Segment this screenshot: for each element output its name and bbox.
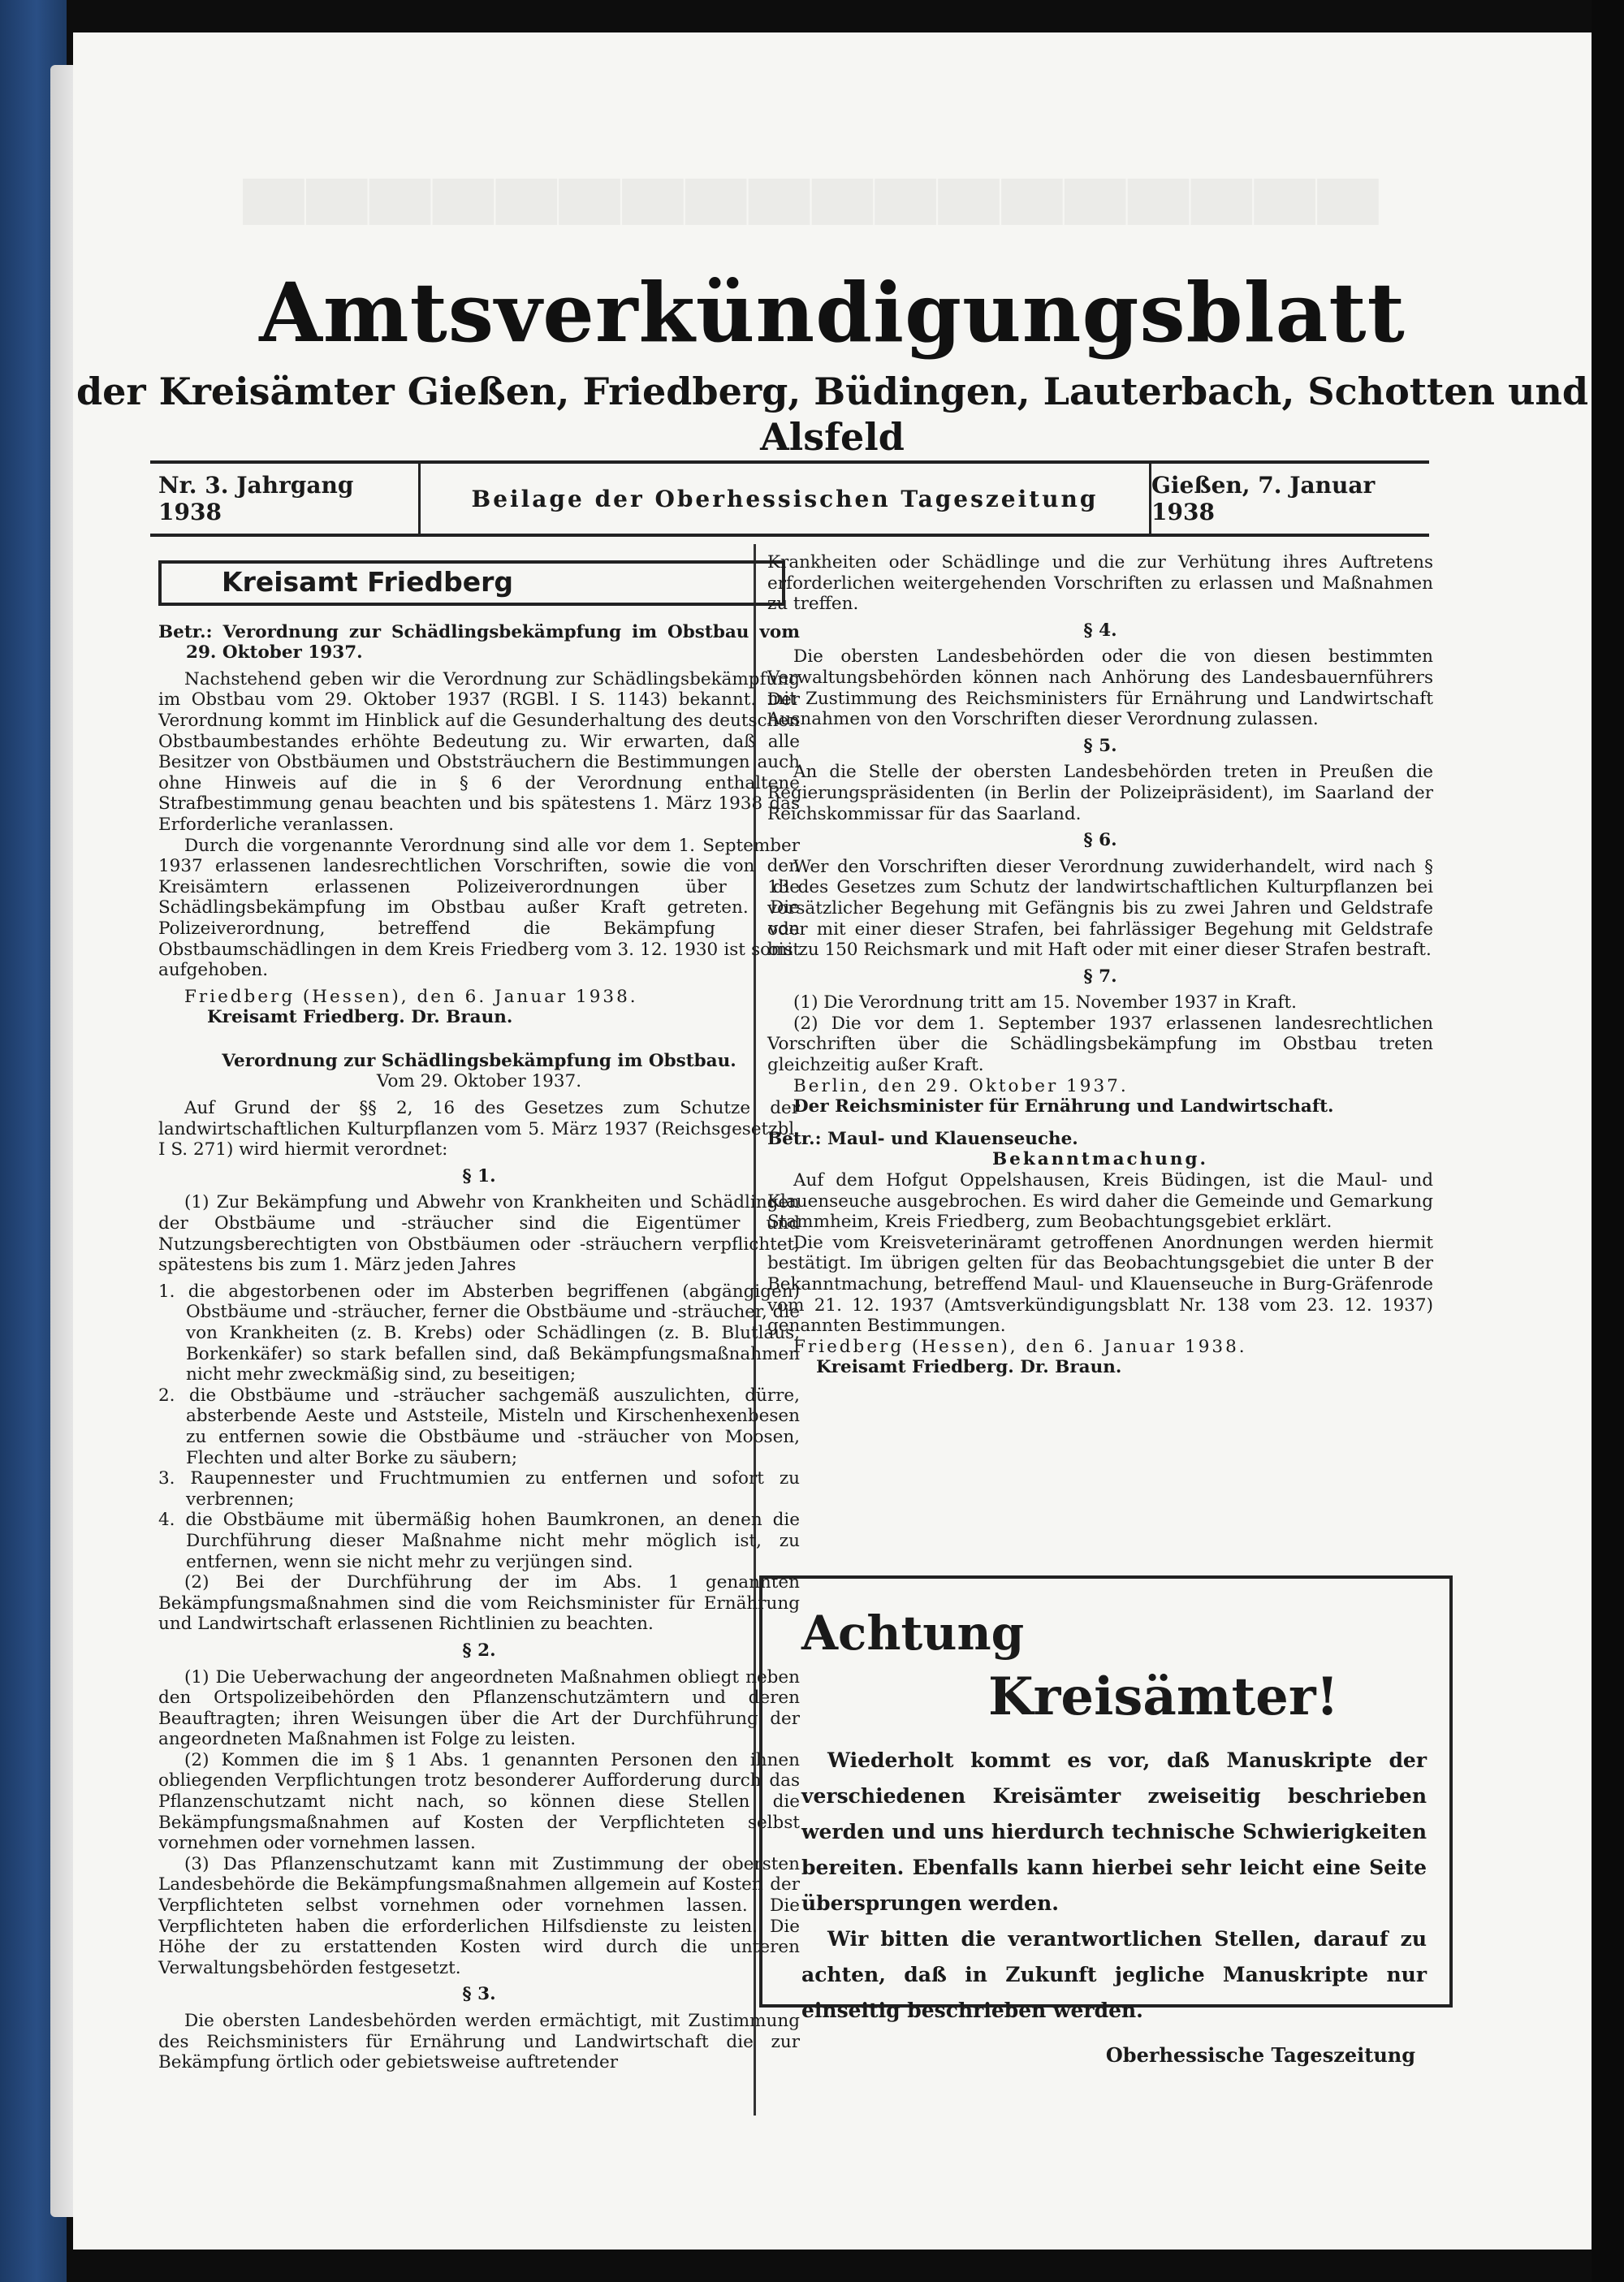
section-label: § 7. xyxy=(1083,966,1117,987)
paragraph: Krankheiten oder Schädlinge und die zur Verhütung ihres Auftretens erforderlichen weitergehenden Vorschriften zu erlassen und Maßnahmen zu treffen. xyxy=(767,552,1433,615)
newspaper-page xyxy=(73,32,1592,2250)
paragraph: (2) Kommen die im § 1 Abs. 1 genannten Personen den ihnen obliegenden Verpflichtungen trotz besonderer Aufforderung durch das Pflanzenschutzamt nicht nach, so können diese Stellen die Bekämpfungsmaßnahmen auf Kosten der Verpflichteten selbst vornehmen oder vornehmen lassen. xyxy=(158,1749,800,1854)
signature: Kreisamt Friedberg. Dr. Braun. xyxy=(816,1357,1122,1378)
notice-box xyxy=(759,1575,1453,2067)
paragraph: Auf dem Hofgut Oppelshausen, Kreis Büdingen, ist die Maul- und Klauenseuche ausgebrochen. Es wird daher die Gemeinde und Gemarkung Stammheim, Kreis Friedberg, zum Beobachtungsgebiet erklärt. xyxy=(767,1170,1433,1233)
notice-paragraph: Wir bitten die verantwortlichen Stellen, darauf zu achten, daß in Zukunft jegliche Manuskripte nur einseitig beschrieben werden. xyxy=(801,1927,1427,2022)
paragraph: Wer den Vorschriften dieser Verordnung zuwiderhandelt, wird nach § 13 des Gesetzes zum Schutz der landwirtschaftlichen Kulturpflanzen bei vorsätzlicher Begehung mit Gefängnis bis zu zwei Jahren und Geldstrafe oder mit einer dieser Strafen, bei fahrlässiger Begehung mit Geldstrafe bis zu 150 Reichsmark und mit Haft oder mit einer dieser Strafen bestraft. xyxy=(767,856,1433,961)
list-item: 2. die Obstbäume und -sträucher sachgemäß auszulichten, dürre, absterbende Aeste und Aststeile, Misteln und Kirschenhexenbesen zu entfernen sowie die Obstbäume und -sträucher von Moosen, Flechten und alter Borke zu säubern; xyxy=(158,1385,800,1468)
place-date: Friedberg (Hessen), den 6. Januar 1938. xyxy=(184,986,638,1007)
notice-heading-2: Kreisämter! xyxy=(988,1666,1339,1727)
paragraph: Auf Grund der §§ 2, 16 des Gesetzes zum Schutze der landwirtschaftlichen Kulturpflanzen vom 5. März 1937 (Reichsgesetzbl. I S. 271) wird hiermit verordnet: xyxy=(158,1098,800,1160)
masthead xyxy=(73,265,1592,460)
issue-number: Nr. 3. Jahrgang 1938 xyxy=(150,464,421,534)
section-label: § 6. xyxy=(1083,830,1117,851)
paragraph: (1) Die Ueberwachung der angeordneten Maßnahmen obliegt neben den Ortspolizeibehörden den Pflanzenschutzämtern und deren Beauftragten; ihren Weisungen über die Art der Durchführung der angeordneten Maßnahmen ist Folge zu leisten. xyxy=(158,1666,800,1750)
section-box-heading: Kreisamt Friedberg xyxy=(158,560,785,606)
subject-line: Betr.: Verordnung zur Schädlingsbekämpfung im Obstbau vom 29. Oktober 1937. xyxy=(158,621,800,663)
scan-border xyxy=(1592,0,1624,2282)
section-label: § 3. xyxy=(462,1984,496,2005)
paragraph: Nachstehend geben wir die Verordnung zur Schädlingsbekämpfung im Obstbau vom 29. Oktober 1937 (RGBl. I S. 1143) bekannt. Der Verordnung kommt im Hinblick auf die Gesunderhaltung des deutschen Obstbaumbestandes erhöhte Bedeutung zu. Wir erwarten, daß alle Besitzer von Obstbäumen und Obststräuchern die Bestimmungen auch ohne Hinweis auf die in § 6 der Verordnung enthaltene Strafbestimmung genau beachten und bis spätestens 1. März 1938 das Erforderliche veranlassen. xyxy=(158,668,800,835)
left-column xyxy=(158,552,800,2073)
paragraph: Die obersten Landesbehörden werden ermächtigt, mit Zustimmung des Reichsministers für Ernährung und Landwirtschaft die zur Bekämpfung örtlich oder gebietsweise auftretender xyxy=(158,2011,800,2073)
paragraph: Durch die vorgenannte Verordnung sind alle vor dem 1. September 1937 erlassenen landesrechtlichen Vorschriften, sowie die von den Kreisämtern erlassenen Polizeiverordnungen über die Schädlingsbekämpfung im Obstbau außer Kraft getreten. Die Polizeiverordnung, betreffend die Bekämpfung von Obstbaumschädlingen in dem Kreis Friedberg vom 3. 12. 1930 ist somit aufgehoben. xyxy=(158,835,800,981)
supplement-line: Beilage der Oberhessischen Tageszeitung xyxy=(421,464,1151,534)
notice-paragraph: Wiederholt kommt es vor, daß Manuskripte der verschiedenen Kreisämter zweiseitig beschrieben werden und uns hierdurch technische Schwierigkeiten bereiten. Ebenfalls kann hierbei sehr leicht eine Seite übersprungen werden. xyxy=(801,1748,1427,1915)
section-label: § 5. xyxy=(1083,735,1117,756)
paragraph: (2) Die vor dem 1. September 1937 erlassenen landesrechtlichen Vorschriften über die Schädlingsbekämpfung im Obstbau treten gleichzeitig außer Kraft. xyxy=(767,1013,1433,1076)
list-item: 1. die abgestorbenen oder im Absterben begriffenen (abgängigen) Obstbäume und -sträucher, ferner die Obstbäume und -sträucher, die von Krankheiten (z. B. Krebs) oder Schädlingen (z. B. Blutlaus, Borkenkäfer) so stark befallen sind, daß Bekämpfungsmaßnahmen nicht mehr zweckmäßig sind, zu beseitigen; xyxy=(158,1281,800,1385)
subject-line: Betr.: Maul- und Klauenseuche. xyxy=(767,1128,1078,1149)
notice-heading-1: Achtung xyxy=(801,1606,1025,1661)
issue-info-bar xyxy=(150,460,1429,537)
paragraph: (1) Die Verordnung tritt am 15. November 1937 in Kraft. xyxy=(793,992,1297,1014)
list-item: 4. die Obstbäume mit übermäßig hohen Baumkronen, an denen die Durchführung dieser Maßnahme nicht mehr möglich ist, zu entfernen, wenn sie nicht mehr zu verjüngen sind. xyxy=(158,1510,800,1572)
section-label: § 2. xyxy=(462,1640,496,1661)
paragraph: (2) Bei der Durchführung der im Abs. 1 genannten Bekämpfungsmaßnahmen sind die vom Reichsminister für Ernährung und Landwirtschaft erlassenen Richtlinien zu beachten. xyxy=(158,1572,800,1635)
page-subtitle: der Kreisämter Gießen, Friedberg, Büdingen, Lauterbach, Schotten und Alsfeld xyxy=(76,370,1589,459)
right-column xyxy=(767,552,1433,1378)
paragraph: Die vom Kreisveterinäramt getroffenen Anordnungen werden hiermit bestätigt. Im übrigen gelten für das Beobachtungsgebiet die unter B der Bekanntmachung, betreffend Maul- und Klauenseuche in Burg-Gräfenrode vom 21. 12. 1937 (Amtsverkündigungsblatt Nr. 138 vom 23. 12. 1937) genannten Bestimmungen. xyxy=(767,1232,1433,1337)
place-date: Friedberg (Hessen), den 6. Januar 1938. xyxy=(793,1336,1247,1357)
section-label: § 4. xyxy=(1083,620,1117,641)
section-label: § 1. xyxy=(462,1165,496,1186)
ordinance-title: Verordnung zur Schädlingsbekämpfung im Obstbau. xyxy=(222,1050,736,1071)
page-title: Amtsverkündigungsblatt xyxy=(259,265,1406,361)
ordinance-date: Vom 29. Oktober 1937. xyxy=(376,1071,582,1092)
paragraph: Die obersten Landesbehörden oder die von diesen bestimmten Verwaltungsbehörden können nach Anhörung des Landesbauernführers mit Zustimmung des Reichsministers für Ernährung und Landwirtschaft Ausnahmen von den Vorschriften dieser Verordnung zulassen. xyxy=(767,646,1433,730)
signature: Der Reichsminister für Ernährung und Landwirtschaft. xyxy=(793,1096,1334,1117)
paragraph: (3) Das Pflanzenschutzamt kann mit Zustimmung der obersten Landesbehörde die Bekämpfungsmaßnahmen allgemein auf Kosten der Verpflichteten selbst vornehmen oder vornehmen lassen. Die Verpflichteten haben die erforderlichen Hilfsdienste zu leisten. Die Höhe der zu erstattenden Kosten wird durch die unteren Verwaltungsbehörden festgesetzt. xyxy=(158,1853,800,1978)
announcement-heading: Bekanntmachung. xyxy=(991,1149,1209,1170)
list-item: 3. Raupennester und Fruchtmumien zu entfernen und sofort zu verbrennen; xyxy=(158,1468,800,1510)
signature: Kreisamt Friedberg. Dr. Braun. xyxy=(207,1007,513,1028)
paragraph: An die Stelle der obersten Landesbehörden treten in Preußen die Regierungspräsidenten (in Berlin der Polizeipräsident), im Saarland der Reichskommissar für das Saarland. xyxy=(767,762,1433,824)
paragraph: (1) Zur Bekämpfung und Abwehr von Krankheiten und Schädlingen der Obstbäume und -sträucher sind die Eigentümer und Nutzungsberechtigten von Obstbäumen oder -sträuchern verpflichtet, spätestens bis zum 1. März jeden Jahres xyxy=(158,1192,800,1276)
notice-signature: Oberhessische Tageszeitung xyxy=(1105,2043,1415,2067)
bleed-through-ghost xyxy=(244,179,1381,270)
place-date: Berlin, den 29. Oktober 1937. xyxy=(793,1075,1129,1096)
issue-place-date: Gießen, 7. Januar 1938 xyxy=(1151,472,1376,525)
